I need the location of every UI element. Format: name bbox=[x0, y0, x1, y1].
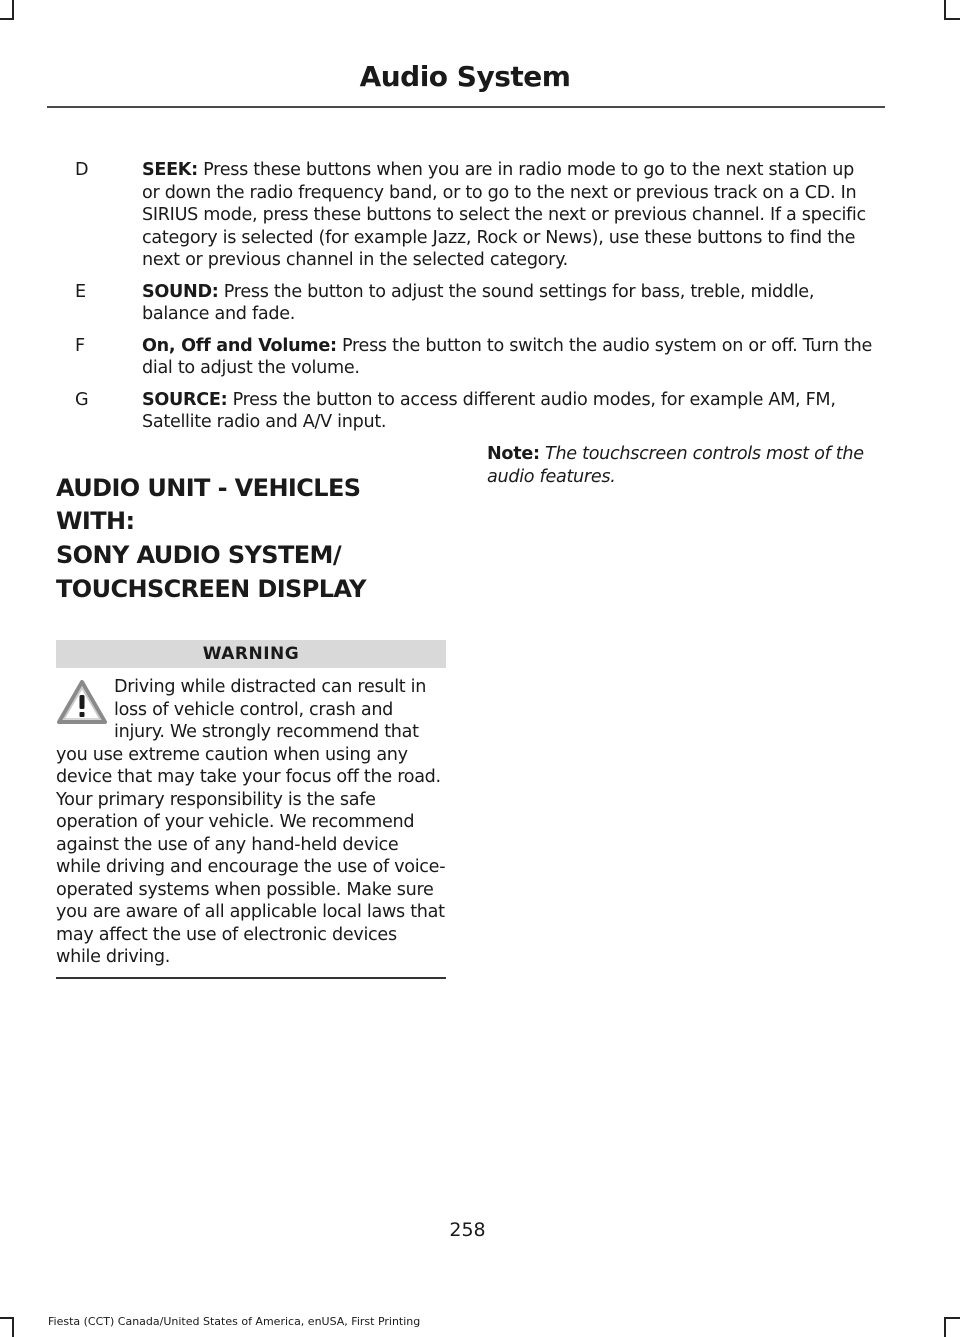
heading-line: TOUCHSCREEN DISPLAY bbox=[56, 575, 366, 603]
warning-rule bbox=[56, 977, 446, 979]
right-column bbox=[487, 443, 877, 488]
page-title: Audio System bbox=[359, 60, 571, 93]
heading-line: AUDIO UNIT - VEHICLES WITH: bbox=[56, 474, 361, 535]
list-item bbox=[75, 335, 875, 380]
item-description bbox=[142, 281, 875, 326]
crop-mark bbox=[12, 0, 14, 20]
warning-label: WARNING bbox=[56, 640, 446, 668]
item-text: Press the button to adjust the sound settings for bass, treble, middle, balance and fade. bbox=[142, 281, 815, 324]
item-text: Press the button to access different audio modes, for example AM, FM, Satellite radio and A/V input. bbox=[142, 389, 836, 432]
list-item bbox=[75, 389, 875, 434]
crop-mark bbox=[944, 1317, 946, 1337]
item-letter: G bbox=[75, 389, 89, 410]
warning-triangle-icon bbox=[56, 678, 108, 726]
item-description bbox=[142, 159, 875, 272]
list-item bbox=[75, 159, 875, 272]
crop-mark bbox=[12, 1317, 14, 1337]
item-text: Press these buttons when you are in radio mode to go to the next station up or down the radio frequency band, or to go to the next or previous track on a CD. In SIRIUS mode, press these buttons to select the next or previous channel. If a specific category is selected (for example Jazz, Rock or News), use these buttons to find the next or previous channel in the selected category. bbox=[142, 160, 866, 270]
page-number: 258 bbox=[449, 1219, 486, 1241]
note-label: Note: bbox=[487, 444, 540, 464]
footer-text: Fiesta (CCT) Canada/United States of America, enUSA, First Printing bbox=[48, 1315, 421, 1328]
crop-mark bbox=[946, 1317, 960, 1319]
item-letter: D bbox=[75, 160, 89, 180]
item-term: SOURCE: bbox=[142, 389, 228, 410]
warning-body bbox=[56, 676, 446, 969]
crop-mark bbox=[0, 1317, 14, 1319]
item-term: On, Off and Volume: bbox=[142, 335, 337, 356]
warning-box bbox=[56, 640, 446, 979]
warning-text: Driving while distracted can result in loss of vehicle control, crash and injury. We strongly recommend that you use extreme caution when using any device that may take your focus off the road. Your primary responsibility is the safe operation of your vehicle. We recommend against the use of any hand-held device while driving and encourage the use of voice-operated systems when possible. Make sure you are aware of all applicable local laws that may affect the use of electronic devices while driving. bbox=[56, 677, 446, 967]
left-column bbox=[56, 472, 446, 979]
note-text: The touchscreen controls most of the audio features. bbox=[487, 444, 864, 487]
crop-mark bbox=[946, 18, 960, 20]
item-letter: F bbox=[75, 335, 86, 356]
item-description bbox=[142, 335, 875, 380]
crop-mark bbox=[0, 18, 14, 20]
section-heading bbox=[56, 472, 446, 606]
item-term: SOUND: bbox=[142, 281, 219, 302]
item-letter: E bbox=[75, 281, 87, 302]
item-term: SEEK: bbox=[142, 160, 198, 180]
heading-line: SONY AUDIO SYSTEM/ bbox=[56, 541, 342, 569]
item-description bbox=[142, 389, 875, 434]
control-list bbox=[75, 159, 875, 443]
list-item bbox=[75, 281, 875, 326]
crop-mark bbox=[944, 0, 946, 20]
item-text: Press the button to switch the audio system on or off. Turn the dial to adjust the volume. bbox=[142, 335, 873, 378]
title-rule bbox=[47, 106, 885, 108]
